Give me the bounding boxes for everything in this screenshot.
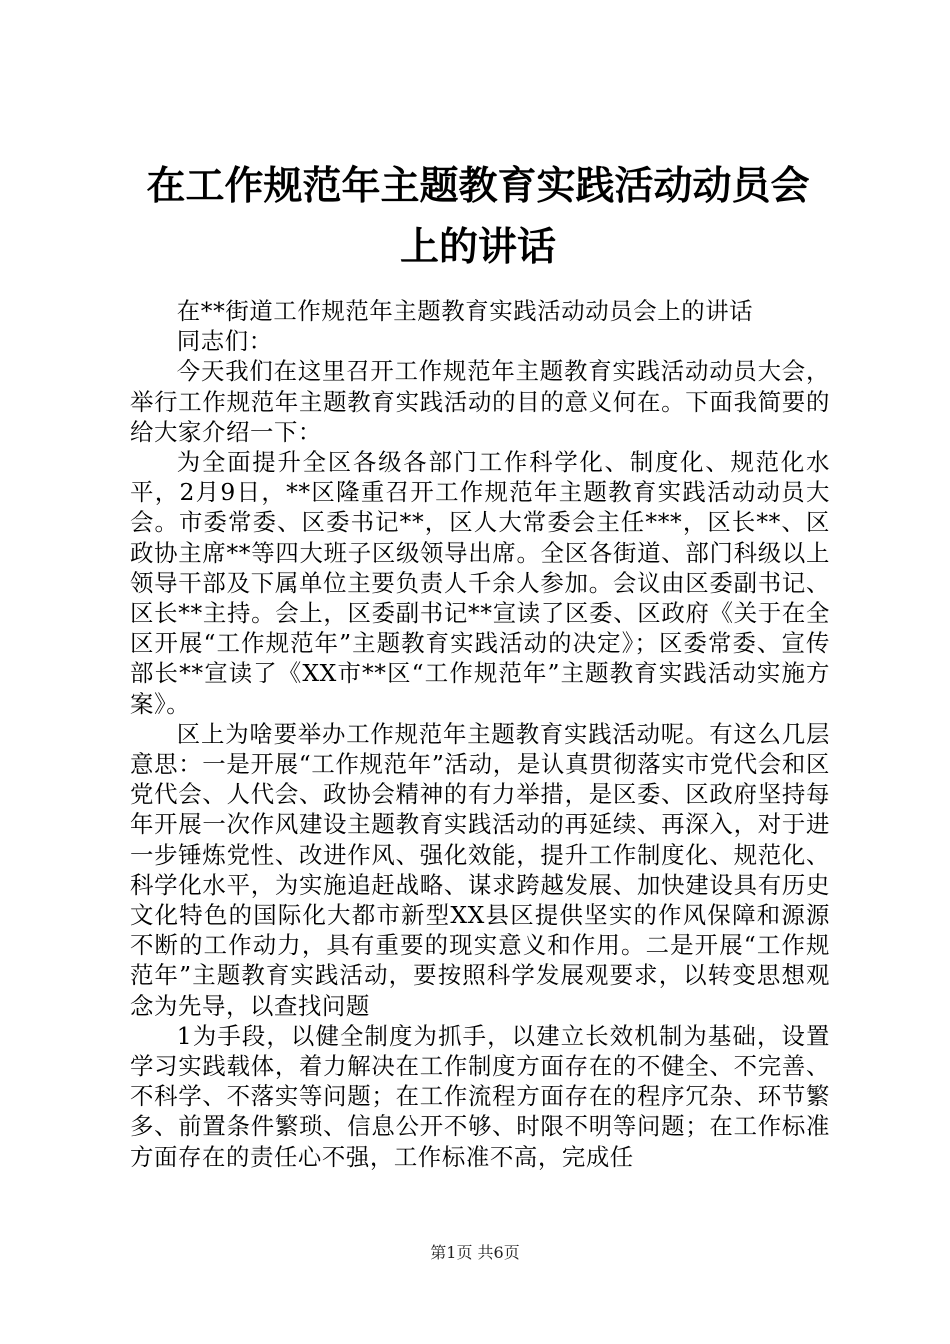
document-body (130, 296, 830, 1172)
paragraph-background: 为全面提升全区各级各部门工作科学化、制度化、规范化水平，2月9日，**区隆重召开工作规范年主题教育实践活动动员大会。市委常委、区委书记**，区人大常委会主任***，区长**、区政协主席**等四大班子区级领导出席。全区各街道、部门科级以上领导干部及下属单位主要负责人千余人参加。会议由区委副书记、区长**主持。会上，区委副书记**宣读了区委、区政府《关于在全区开展“工作规范年”主题教育实践活动的决定》；区委常委、宣传部长**宣读了《XX市**区“工作规范年”主题教育实践活动实施方案》。 (130, 448, 830, 718)
paragraph-purpose: 区上为啥要举办工作规范年主题教育实践活动呢。有这么几层意思：一是开展“工作规范年”活动，是认真贯彻落实市党代会和区党代会、人代会、政协会精神的有力举措，是区委、区政府坚持每年开展一次作风建设主题教育实践活动的再延续、再深入，对于进一步锤炼党性、改进作风、强化效能，提升工作制度化、规范化、科学化水平，为实施追赶战略、谋求跨越发展、加快建设具有历史文化特色的国际化大都市新型XX县区提供坚实的作风保障和源源不断的工作动力，具有重要的现实意义和作用。二是开展“工作规范年”主题教育实践活动，要按照科学发展观要求，以转变思想观念为先导，以查找问题 (130, 719, 830, 1020)
paragraph-measures: 1为手段，以健全制度为抓手，以建立长效机制为基础，设置学习实践载体，着力解决在工作制度方面存在的不健全、不完善、不科学、不落实等问题；在工作流程方面存在的程序冗杂、环节繁多、前置条件繁琐、信息公开不够、时限不明等问题；在工作标准方面存在的责任心不强，工作标准不高，完成任 (130, 1021, 830, 1171)
paragraph-intro: 今天我们在这里召开工作规范年主题教育实践活动动员大会，举行工作规范年主题教育实践活动的目的意义何在。下面我简要的给大家介绍一下： (130, 357, 830, 446)
paragraph-subtitle: 在**街道工作规范年主题教育实践活动动员会上的讲话 (176, 297, 754, 325)
page-number-footer: 第1页 共6页 (430, 1243, 520, 1262)
paragraph-salutation: 同志们： (176, 327, 273, 356)
document-title: 在工作规范年主题教育实践活动动员会上的讲话 (146, 164, 810, 270)
